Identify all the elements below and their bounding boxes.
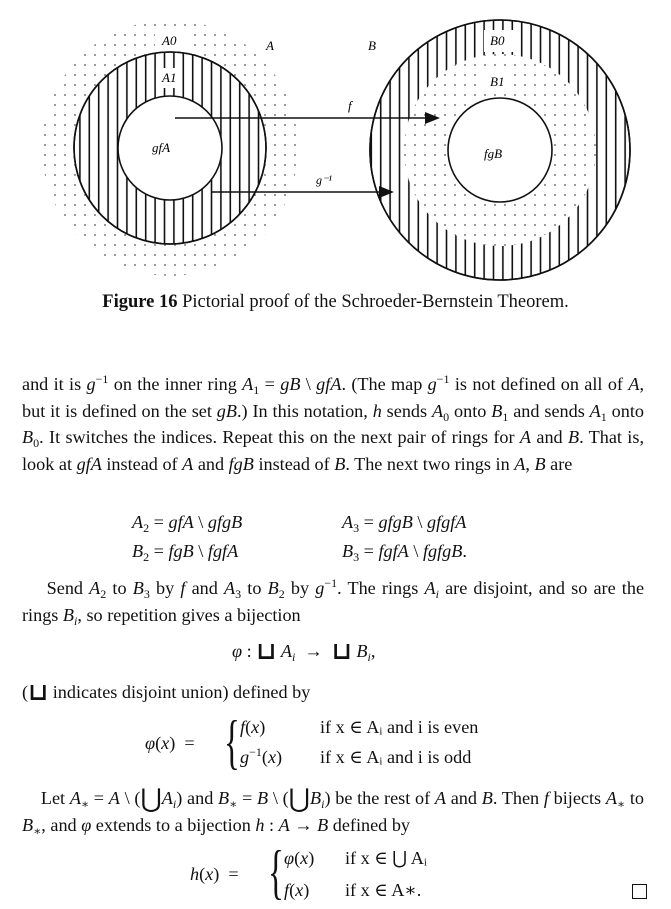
phi-case-1-condition: if x ∈ Aᵢ and i is even <box>320 717 479 737</box>
label-g-inverse: g⁻¹ <box>316 173 332 187</box>
h-case-2: f(x) <box>284 880 310 900</box>
caption-text: Pictorial proof of the Schroeder-Bernstein Theorem. <box>182 292 569 312</box>
phi-definition-lhs: φ(x) = <box>145 733 195 753</box>
eq-B3: $B_3$ = fgfA \ fgfgB. <box>342 541 467 564</box>
label-B1: B1 <box>490 74 505 89</box>
label-fgB: fgB <box>484 146 503 161</box>
label-A1: A1 <box>162 70 177 85</box>
brace-h: { <box>268 839 284 905</box>
h-case-1-condition: if x ∈ ⋃ Aᵢ <box>345 848 427 868</box>
caption-label: Figure 16 <box>102 292 178 312</box>
paragraph-2: Send $A_2$ to $B_3$ by f and $A_3$ to $B_2$ by $g^{-1}$. The rings $A_i$ are disjoint, and so are the rings $B_i$, so repetition gives a bijection <box>22 576 645 628</box>
label-A0: A0 <box>162 33 177 48</box>
eq-B2: $B_2$ = fgB \ fgfA <box>132 541 239 564</box>
paragraph-3: (⊔ indicates disjoint union) defined by <box>22 680 311 706</box>
label-A: A <box>266 38 274 53</box>
qed-square <box>632 884 647 899</box>
figure-caption <box>0 292 671 313</box>
h-case-2-condition: if x ∈ A∗. <box>345 880 422 900</box>
paragraph-4: Let $A_∗ = A$ \ $(⋃A_i)$ and $B_∗ = B$ \ $(⋃B_i)$ be the rest of A and B. Then f bijects $A_∗$ to $B_∗$, and φ extends to a bijection h : A → B defined by <box>22 784 644 838</box>
h-definition-lhs: h(x) = <box>190 864 239 884</box>
eq-A3: $A_3$ = gfgB \ gfgfA <box>342 512 467 535</box>
phi-case-2: $g^{-1}(x)$ <box>240 745 283 767</box>
phi-case-1: f(x) <box>240 717 266 737</box>
brace-phi: { <box>224 709 240 775</box>
label-gfA: gfA <box>152 140 171 155</box>
paragraph-1: and it is $g^{-1}$ on the inner ring $A_1$ = gB \ gfA. (The map $g^{-1}$ is not defined on all of A, but it is defined on the set gB.) In this notation, h sends $A_0$ onto $B_1$ and sends $A_1$ onto $B_0$. It switches the indices. Repeat this on the next pair of rings for A and B. That is, look at gfA instead of A and fgB instead of B. The next two rings in A, B are <box>22 372 645 474</box>
label-f: f <box>348 98 352 113</box>
h-case-1: φ(x) <box>284 848 315 868</box>
label-B: B <box>368 38 376 53</box>
label-B0: B0 <box>490 33 505 48</box>
eq-A2: $A_2$ = gfA \ gfgB <box>132 512 243 535</box>
schroeder-bernstein-figure <box>0 0 671 290</box>
phi-case-2-condition: if x ∈ Aᵢ and i is odd <box>320 747 472 767</box>
eq-phi-bijection: φ : ⊔ $A_i$ → ⊔ $B_i$, <box>232 639 376 665</box>
